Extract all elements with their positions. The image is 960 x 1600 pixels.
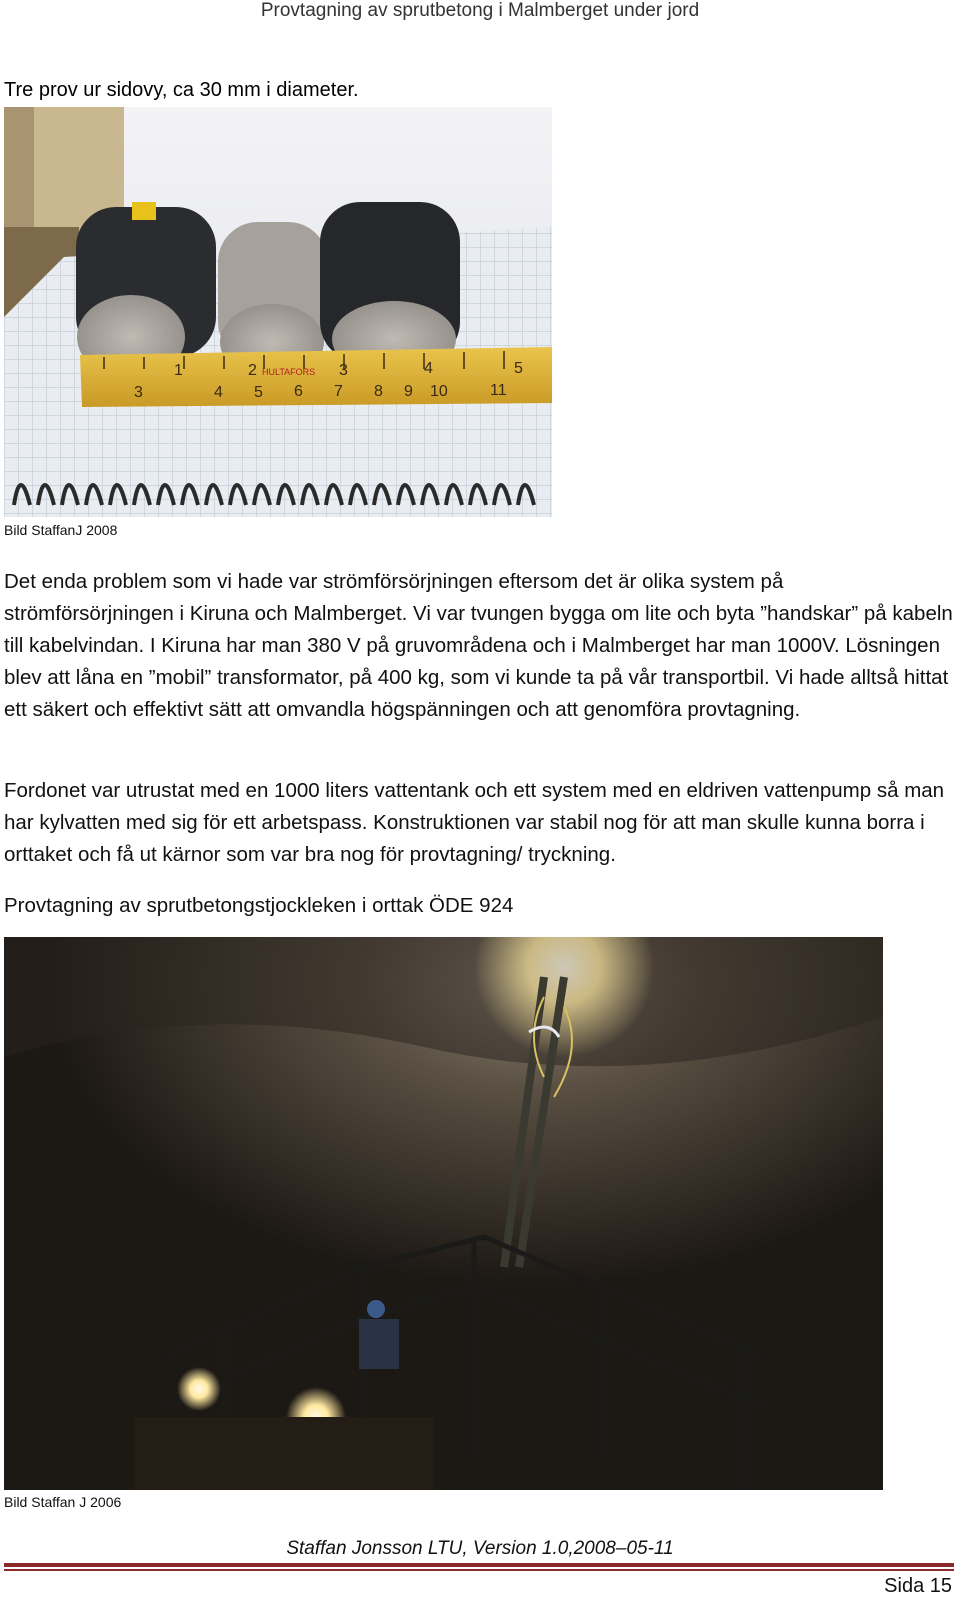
page-header: Provtagning av sprutbetong i Malmberget under jord xyxy=(260,0,700,21)
page-number: Sida 15 xyxy=(884,1575,952,1597)
svg-text:8: 8 xyxy=(374,383,383,400)
svg-text:10: 10 xyxy=(430,383,448,400)
photo1-caption: Tre prov ur sidovy, ca 30 mm i diameter. xyxy=(4,79,359,101)
footer-rule xyxy=(4,1563,954,1567)
svg-text:6: 6 xyxy=(294,383,303,400)
svg-text:5: 5 xyxy=(254,384,263,401)
photo1-credit: Bild StaffanJ 2008 xyxy=(4,522,118,538)
svg-text:2: 2 xyxy=(248,362,257,379)
svg-text:3: 3 xyxy=(339,362,348,379)
svg-text:4: 4 xyxy=(214,384,223,401)
photo2-credit: Bild Staffan J 2006 xyxy=(4,1494,122,1510)
svg-text:7: 7 xyxy=(334,383,343,400)
paragraph-power-supply: Det enda problem som vi hade var strömförsörjningen eftersom det är olika system på strömförsörjningen i Kiruna och Malmberget. Vi var tvungen bygga om lite och byta ”handskar” på kabeln till kabelvindan. I Kiruna har man 380 V på gruvområdena och i Malmberget har man 1000V. Lösningen blev att låna en ”mobil” transformator, på 400 kg, som vi kunde ta på vår transportbil. Vi hade alltså hittat ett säkert och effektivt sätt att omvandla högspänningen och att genomföra provtagning. xyxy=(4,570,953,721)
photo2-caption: Provtagning av sprutbetongstjockleken i orttak ÖDE 924 xyxy=(4,894,514,917)
footer-author: Staffan Jonsson LTU, Version 1.0,2008–05-11 xyxy=(286,1538,674,1559)
mine-drilling-photo xyxy=(4,937,883,1490)
paragraph-vehicle: Fordonet var utrustat med en 1000 liters vattentank och ett system med en eldriven vattenpump så man har kylvatten med sig för ett arbetspass. Konstruktionen var stabil nog för att man skulle kunna borra i orttaket och få ut kärnor som var bra nog för provtagning/ tryckning. xyxy=(4,779,945,866)
svg-text:5: 5 xyxy=(514,360,523,377)
footer-rule-thin xyxy=(4,1569,954,1571)
svg-text:3: 3 xyxy=(134,384,143,401)
svg-text:4: 4 xyxy=(424,360,433,377)
svg-text:1: 1 xyxy=(174,362,183,379)
svg-text:9: 9 xyxy=(404,383,413,400)
ruler-brand-text: HULTAFORS xyxy=(262,367,316,377)
core-samples-photo xyxy=(4,107,552,517)
svg-text:11: 11 xyxy=(490,382,507,399)
